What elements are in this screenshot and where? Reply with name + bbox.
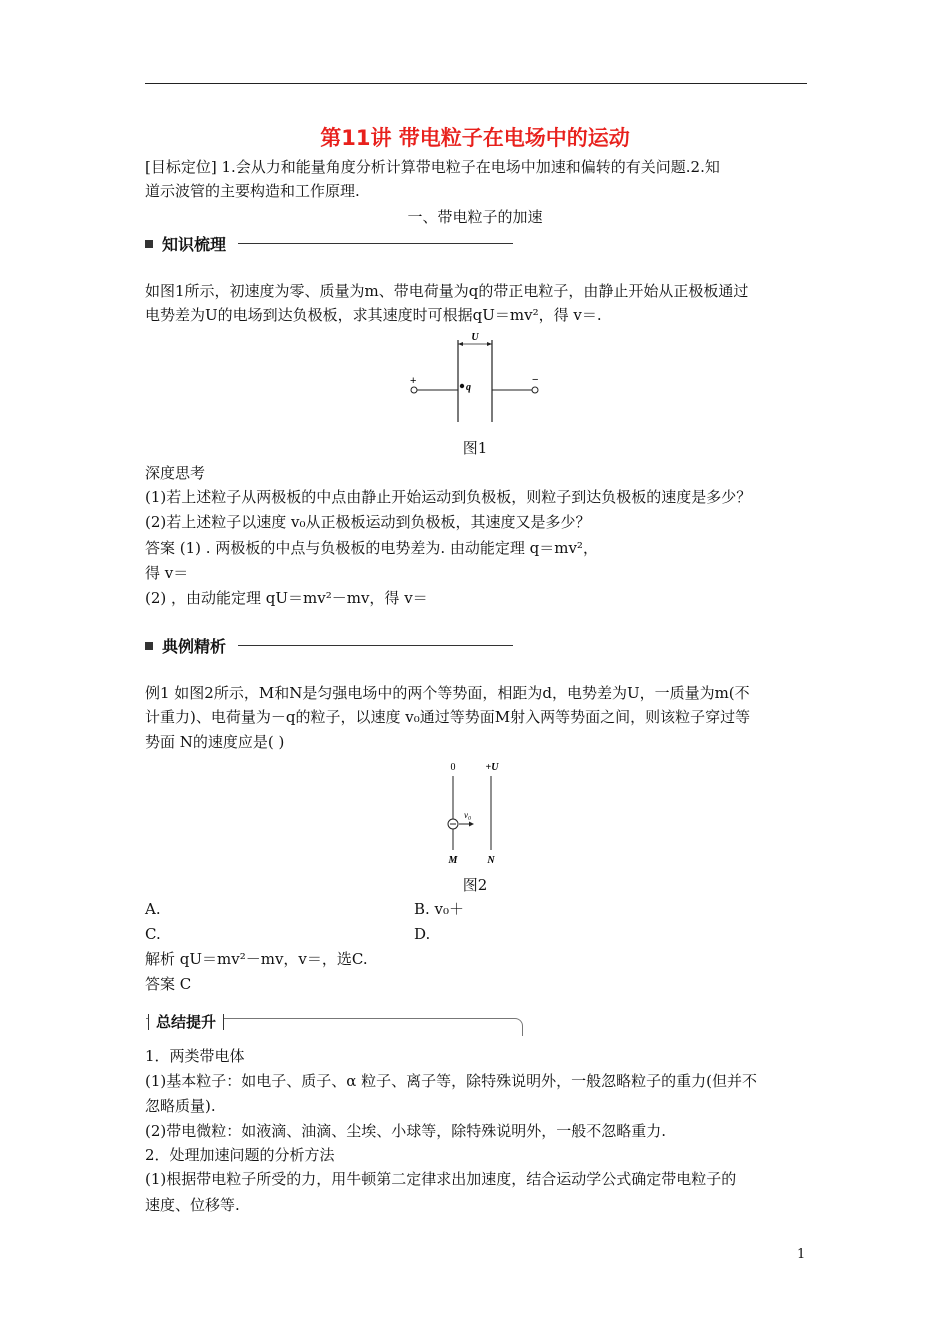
deep-think-answer-2: (2) ，由动能定理 qU＝mv²－mv，得 v＝ — [145, 589, 428, 607]
square-bullet-icon — [145, 240, 153, 248]
fig2-label-m: M — [448, 855, 458, 866]
figure-1-capacitor — [400, 330, 550, 430]
deep-think-heading: 深度思考 — [145, 464, 206, 482]
deep-think-answer-1b: 得 v＝ — [145, 564, 189, 582]
summary-line-6: (1)根据带电粒子所受的力，用牛顿第二定律求出加速度，结合运动学公式确定带电粒子的 — [145, 1170, 737, 1188]
heading-rule — [238, 243, 513, 244]
summary-line-5: 2．处理加速问题的分析方法 — [145, 1146, 335, 1164]
negative-terminal-icon — [532, 387, 538, 393]
u-arrow-left-icon — [458, 342, 463, 346]
section-heading: 一、带电粒子的加速 — [407, 208, 543, 226]
summary-line-7: 速度、位移等. — [145, 1196, 240, 1214]
para1-line-2: 电势差为U的电场到达负极板，求其速度时可根据qU＝mv²，得 v＝. — [145, 306, 602, 324]
answer: 答案 C — [145, 975, 192, 993]
deep-think-answer-1: 答案 (1) . 两极板的中点与负极板的电势差为. 由动能定理 q＝mv²， — [145, 539, 598, 557]
option-a: A. — [145, 900, 161, 918]
summary-line-1: 1．两类带电体 — [145, 1047, 245, 1065]
page-number: 1 — [797, 1247, 806, 1262]
fig1-label-u: U — [471, 332, 479, 343]
heading-rule — [238, 645, 513, 646]
deep-think-q2: (2)若上述粒子以速度 v₀从正极板运动到负极板，其速度又是多少？ — [145, 513, 591, 531]
top-rule — [145, 83, 807, 84]
figure-1-caption: 图1 — [462, 439, 488, 457]
analysis: 解析 qU＝mv²－mv，v＝，选C. — [145, 950, 368, 968]
objective-line-1: [目标定位] 1.会从力和能量角度分析计算带电粒子在电场中加速和偏转的有关问题.2.知 — [145, 158, 720, 176]
positive-terminal-icon — [411, 387, 417, 393]
summary-line-3: 忽略质量). — [145, 1097, 216, 1115]
figure-2-equipotential — [430, 758, 520, 870]
para1-line-1: 如图1所示，初速度为零、质量为m、带电荷量为q的带正电粒子，由静止开始从正极板通过 — [145, 282, 749, 300]
page-title: 第11讲 带电粒子在电场中的运动 — [320, 126, 630, 150]
deep-think-q1: (1)若上述粒子从两极板的中点由静止开始运动到负极板，则粒子到达负极板的速度是多少？ — [145, 488, 752, 506]
knowledge-heading — [145, 232, 513, 255]
option-d: D. — [414, 925, 431, 943]
fig1-label-q: q — [466, 382, 471, 393]
option-b: B. v₀＋ — [414, 900, 465, 918]
u-arrow-right-icon — [487, 342, 492, 346]
option-c: C. — [145, 925, 161, 943]
figure-2-caption: 图2 — [462, 876, 488, 894]
summary-label: 总结提升 — [148, 1011, 224, 1032]
example1-line-1: 例1 如图2所示，M和N是匀强电场中的两个等势面，相距为d，电势差为U，一质量为m(不 — [145, 684, 750, 702]
charge-dot-icon — [460, 384, 464, 388]
summary-line-4: (2)带电微粒：如液滴、油滴、尘埃、小球等，除特殊说明外，一般不忽略重力. — [145, 1122, 667, 1140]
example-heading-text: 典例精析 — [162, 637, 227, 656]
objective-line-2: 道示波管的主要构造和工作原理. — [145, 182, 360, 200]
example1-line-3: 势面 N的速度应是( ) — [145, 733, 285, 751]
summary-line-2: (1)基本粒子：如电子、质子、α 粒子、离子等，除特殊说明外，一般忽略粒子的重力(但并不 — [145, 1072, 758, 1090]
fig2-label-0: 0 — [450, 762, 456, 773]
fig1-minus: − — [532, 374, 539, 386]
fig2-label-v0: v₀ — [464, 810, 472, 820]
knowledge-heading-text: 知识梳理 — [162, 235, 227, 254]
example-heading — [145, 634, 513, 657]
velocity-arrowhead-icon — [469, 822, 474, 827]
fig2-label-u: +U — [485, 762, 499, 773]
example1-line-2: 计重力)、电荷量为－q的粒子，以速度 v₀通过等势面M射入两等势面之间，则该粒子穿过等 — [145, 708, 751, 726]
fig2-label-n: N — [487, 855, 495, 866]
square-bullet-icon — [145, 642, 153, 650]
fig1-plus: + — [410, 375, 417, 387]
